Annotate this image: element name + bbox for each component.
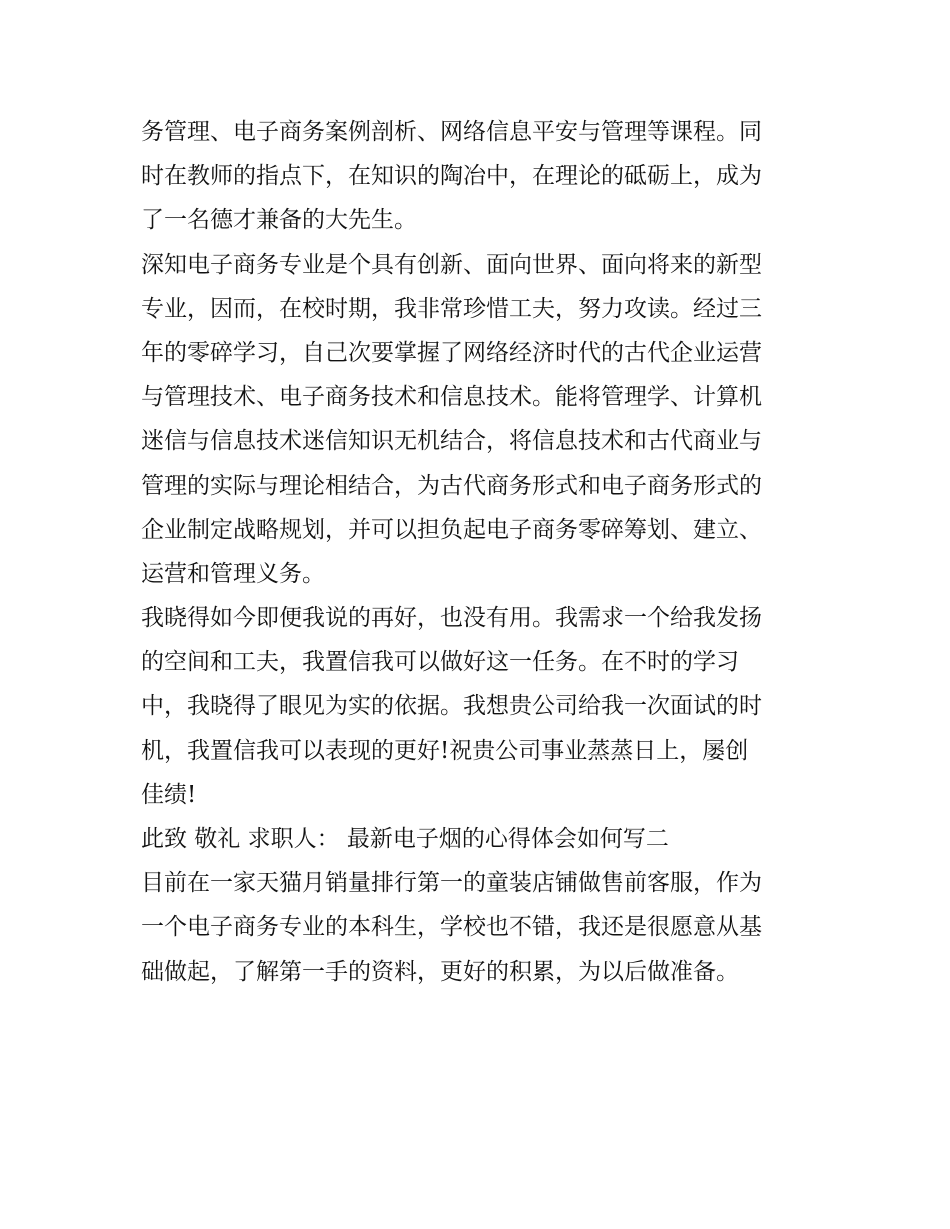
- text-line: 我晓得如今即便我说的再好，也没有用。我需求一个给我发扬: [141, 605, 762, 632]
- text-line: 务管理、电子商务案例剖析、网络信息平安与管理等课程。同: [141, 119, 762, 145]
- text-line: 迷信与信息技术迷信知识无机结合，将信息技术和古代商业与: [141, 428, 762, 455]
- text-line: 与管理技术、电子商务技术和信息技术。能将管理学、计算机: [141, 384, 762, 411]
- text-line: 年的零碎学习，自己次要掌握了网络经济时代的古代企业运营: [141, 339, 762, 366]
- text-line: 佳绩!: [141, 781, 197, 808]
- text-line: 深知电子商务专业是个具有创新、面向世界、面向将来的新型: [141, 251, 762, 278]
- text-line: 一个电子商务专业的本科生，学校也不错，我还是很愿意从基: [141, 914, 762, 941]
- text-line: 时在教师的指点下，在知识的陶冶中，在理论的砥砺上，成为: [141, 163, 762, 190]
- text-line: 础做起，了解第一手的资料，更好的积累，为以后做准备。: [141, 958, 739, 985]
- text-line: 机，我置信我可以表现的更好!祝贵公司事业蒸蒸日上，屡创: [141, 737, 749, 764]
- text-line: 的空间和工夫，我置信我可以做好这一任务。在不时的学习: [141, 649, 739, 676]
- document-body: [141, 110, 821, 994]
- text-line: 了一名德才兼备的大先生。: [141, 207, 417, 234]
- text-line: 企业制定战略规划，并可以担负起电子商务零碎筹划、建立、: [141, 516, 762, 543]
- text-line: 目前在一家天猫月销量排行第一的童装店铺做售前客服，作为: [141, 870, 762, 897]
- text-line: 中，我晓得了眼见为实的依据。我想贵公司给我一次面试的时: [141, 693, 762, 720]
- text-line: 专业，因而，在校时期，我非常珍惜工夫，努力攻读。经过三: [141, 295, 762, 322]
- text-line: 管理的实际与理论相结合，为古代商务形式和电子商务形式的: [141, 472, 762, 499]
- text-line: 运营和管理义务。: [141, 560, 325, 587]
- text-line: 此致 敬礼 求职人： 最新电子烟的心得体会如何写二: [141, 826, 669, 852]
